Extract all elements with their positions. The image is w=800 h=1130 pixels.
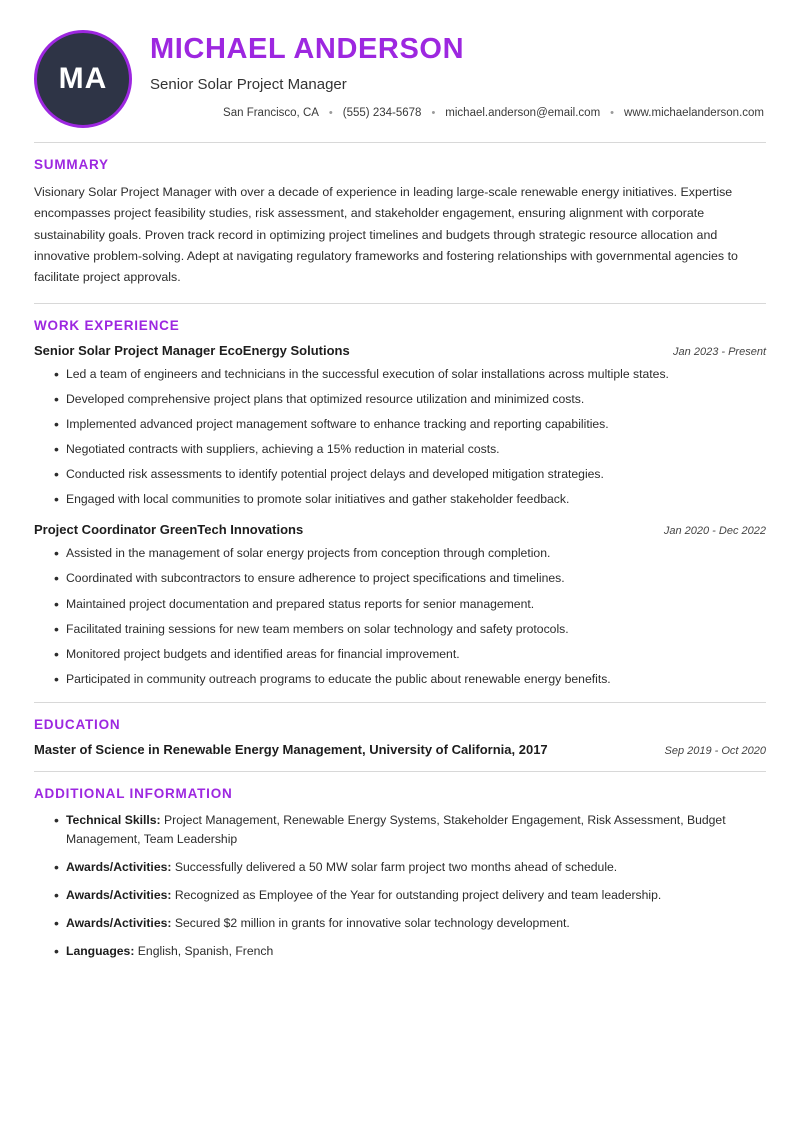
summary-text: Visionary Solar Project Manager with over a decade of experience in leading large-scale renewable energy initiatives. Expertise encompasses project feasibility studies, risk assessment, and stakeholder engagement, ensuring alignment with corporate sustainability goals. Proven track record in optimizing project timelines and budgets through strategic resource allocation and innovative problem-solving. Adept at navigating regulatory frameworks and fostering relationships with governmental agencies to facilitate project approvals. xyxy=(34,185,738,285)
section-education xyxy=(34,703,766,757)
additional-item-text: English, Spanish, French xyxy=(137,943,274,958)
section-title-work-experience: WORK EXPERIENCE xyxy=(34,317,180,333)
list-item: • Conducted risk assessments to identify potential project delays and developed mitigation strategies. xyxy=(54,465,766,484)
work-entry-role: Project Coordinator xyxy=(34,522,157,538)
section-title-education: EDUCATION xyxy=(34,717,121,733)
work-entry xyxy=(34,522,766,688)
contact-separator-icon: • xyxy=(328,106,333,119)
list-item xyxy=(54,942,766,961)
education-entry xyxy=(34,742,766,757)
list-item xyxy=(54,811,766,849)
additional-item-text: Recognized as Employee of the Year for outstanding project delivery and team leadership. xyxy=(174,887,662,902)
work-entry-bullets xyxy=(34,544,766,688)
avatar-initials: MA xyxy=(58,62,108,95)
contact-separator-icon: • xyxy=(610,106,615,119)
resume-header xyxy=(34,28,766,142)
additional-item-text: Successfully delivered a 50 MW solar farm project two months ahead of schedule. xyxy=(174,860,618,875)
list-item xyxy=(54,914,766,933)
work-entry-company: GreenTech Innovations xyxy=(159,522,304,538)
education-degree: Master of Science in Renewable Energy Management, University of California, 2017 xyxy=(34,742,548,758)
list-item xyxy=(54,858,766,877)
contact-separator-icon: • xyxy=(431,106,436,119)
contact-website[interactable]: www.michaelanderson.com xyxy=(624,106,764,119)
list-item xyxy=(54,886,766,905)
work-entry-dates: Jan 2023 - Present xyxy=(673,345,766,358)
contact-row xyxy=(150,107,766,119)
additional-item-text: Project Management, Renewable Energy Systems, Stakeholder Engagement, Risk Assessment, Budget Management, Team Leadership xyxy=(66,813,726,847)
list-item: • Participated in community outreach programs to educate the public about renewable energy benefits. xyxy=(54,670,766,689)
header-text-block xyxy=(150,28,766,119)
additional-item-label: Languages: xyxy=(66,943,135,958)
work-entry-title xyxy=(34,522,303,537)
work-entry-header xyxy=(34,522,766,537)
list-item: • Maintained project documentation and prepared status reports for senior management. xyxy=(54,595,766,614)
work-entry-header xyxy=(34,343,766,358)
list-item: • Monitored project budgets and identified areas for financial improvement. xyxy=(54,645,766,664)
list-item: • Engaged with local communities to promote solar initiatives and gather stakeholder feedback. xyxy=(54,490,766,509)
contact-phone[interactable]: (555) 234-5678 xyxy=(342,106,422,119)
list-item: • Coordinated with subcontractors to ensure adherence to project specifications and timelines. xyxy=(54,569,766,588)
page-title: MICHAEL ANDERSON xyxy=(150,33,465,65)
additional-information-list xyxy=(34,811,766,960)
section-title-additional-information: ADDITIONAL INFORMATION xyxy=(34,786,233,802)
contact-location: San Francisco, CA xyxy=(223,106,319,119)
work-entry-role: Senior Solar Project Manager xyxy=(34,342,216,358)
section-title-summary: SUMMARY xyxy=(34,157,109,172)
list-item: • Assisted in the management of solar energy projects from conception through completion. xyxy=(54,544,766,563)
additional-item-label: Awards/Activities: xyxy=(66,887,172,902)
additional-item-label: Awards/Activities: xyxy=(66,860,172,875)
list-item: • Negotiated contracts with suppliers, achieving a 15% reduction in material costs. xyxy=(54,440,766,459)
work-entry-bullets xyxy=(34,365,766,509)
job-title: Senior Solar Project Manager xyxy=(150,75,347,93)
work-entry-company: EcoEnergy Solutions xyxy=(218,342,350,358)
section-summary xyxy=(34,143,766,289)
work-entry-title xyxy=(34,343,350,358)
list-item: • Developed comprehensive project plans that optimized resource utilization and minimized costs. xyxy=(54,390,766,409)
additional-item-label: Awards/Activities: xyxy=(66,915,172,930)
avatar xyxy=(34,30,132,128)
additional-item-label: Technical Skills: xyxy=(66,813,161,828)
additional-item-text: Secured $2 million in grants for innovative solar technology development. xyxy=(174,915,570,930)
contact-email[interactable]: michael.anderson@email.com xyxy=(445,106,601,119)
section-additional-information xyxy=(34,772,766,960)
section-work-experience xyxy=(34,304,766,689)
work-entry-dates: Jan 2020 - Dec 2022 xyxy=(663,525,766,538)
list-item: • Implemented advanced project management software to enhance tracking and reporting capabilities. xyxy=(54,415,766,434)
education-dates: Sep 2019 - Oct 2020 xyxy=(664,745,766,758)
list-item: • Facilitated training sessions for new team members on solar technology and safety protocols. xyxy=(54,620,766,639)
list-item: • Led a team of engineers and technicians in the successful execution of solar installations across multiple states. xyxy=(54,365,766,384)
work-entry xyxy=(34,343,766,509)
